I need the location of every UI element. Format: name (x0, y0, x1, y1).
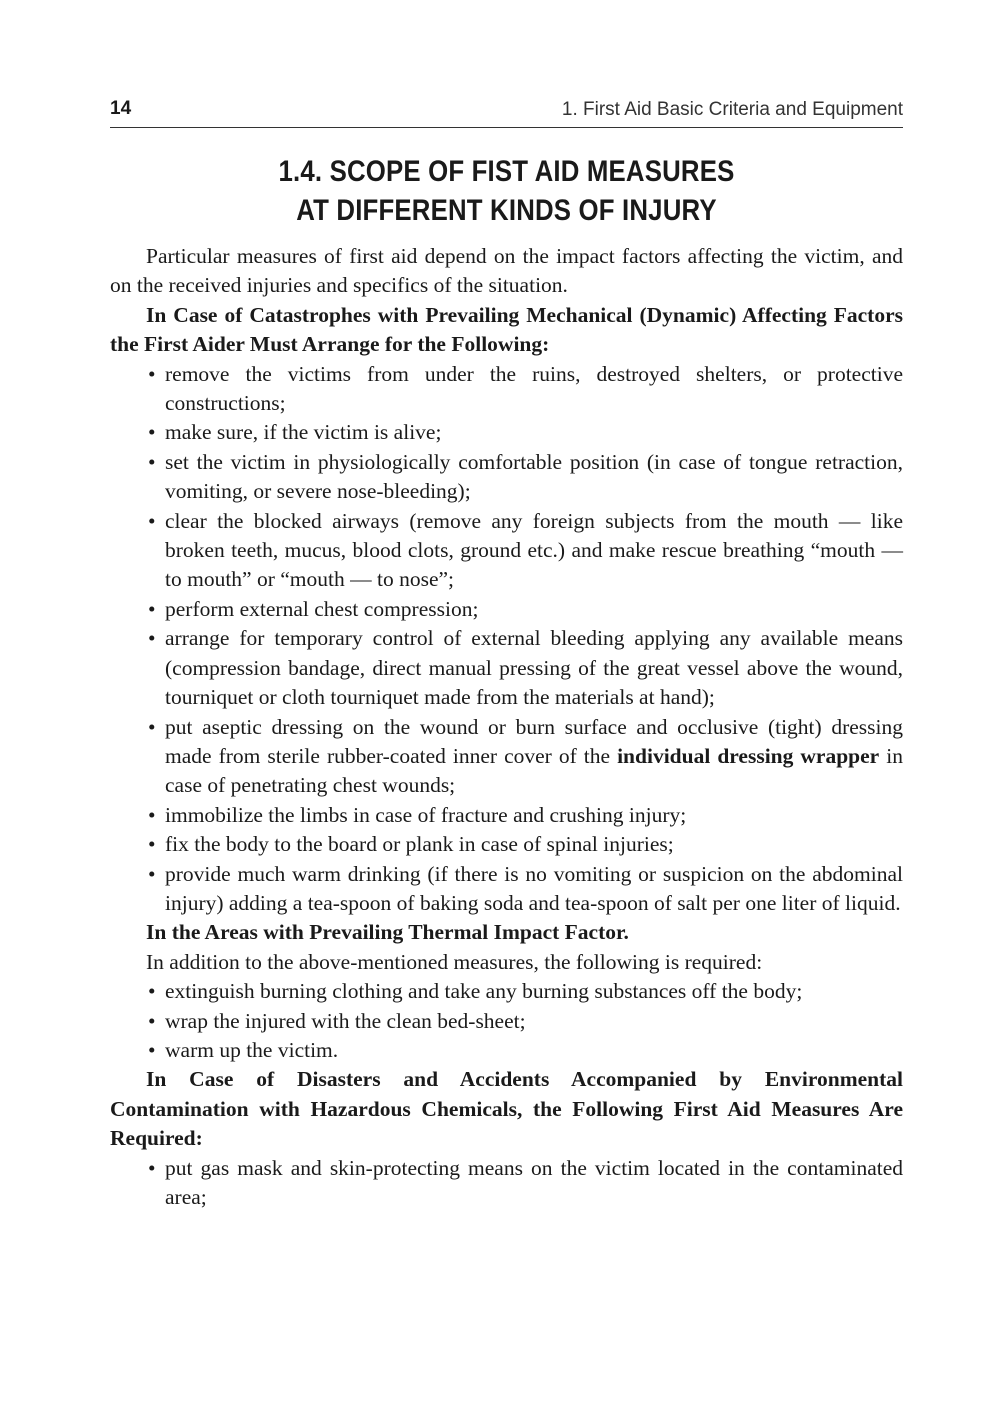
list-item-text: in case of penetrating chest wounds; (165, 743, 903, 798)
list-item-text: warm up the victim. (165, 1037, 339, 1062)
list-item-text: set the victim in physiologically comfortable position (in case of tongue retraction, vomiting, or severe nose-bleeding); (165, 449, 903, 504)
list-item: • perform external chest compression; (148, 596, 479, 621)
list-item-text: put gas mask and skin-protecting means on the victim located in the contaminated area; (165, 1155, 903, 1209)
list-item: • wrap the injured with the clean bed-sheet; (148, 1008, 526, 1033)
list-item: • put aseptic dressing on the wound or burn surface and occlusive (tight) dressing made from sterile rubber-coated inner cover of the individual dressing wrapper in case of penetrating chest wounds; (148, 714, 903, 798)
section-title (166, 152, 848, 230)
page-header (110, 95, 903, 128)
list-item: • warm up the victim. (148, 1037, 339, 1062)
section-heading-thermal: In the Areas with Prevailing Thermal Impact Factor. (146, 920, 629, 945)
section-heading-mechanical: In Case of Catastrophes with Prevailing Mechanical (Dynamic) Affecting Factors the First Aider Must Arrange for the Following: (110, 302, 903, 357)
list-item-text: perform external chest compression; (165, 596, 479, 621)
list-item-text: make sure, if the victim is alive; (165, 420, 442, 445)
intro-paragraph: Particular measures of first aid depend on the impact factors affecting the victim, and on the received injuries and specifics of the situation. (110, 244, 903, 298)
list-item: • put gas mask and skin-protecting means on the victim located in the contaminated area; (148, 1155, 903, 1209)
list-item-text: extinguish burning clothing and take any burning substances off the body; (165, 979, 803, 1004)
list-item-emphasis: individual dressing wrapper (617, 743, 880, 768)
section-title-line-1: 1.4. SCOPE OF FIST AID MEASURES (278, 155, 735, 188)
page-number: 14 (110, 98, 132, 119)
list-item: • provide much warm drinking (if there is no vomiting or suspicion on the abdominal injury) adding a tea-spoon of baking soda and tea-spoon of salt per one liter of liquid. (148, 861, 903, 915)
list-item-text: wrap the injured with the clean bed-sheet; (165, 1008, 526, 1033)
list-item-text: remove the victims from under the ruins, destroyed shelters, or protective constructions; (165, 361, 903, 416)
list-item-text: clear the blocked airways (remove any foreign subjects from the mouth — like broken teeth, mucus, blood clots, ground etc.) and make rescue breathing “mouth — to mouth” or “mouth — to nose”; (165, 508, 903, 592)
section-intro-thermal: In addition to the above-mentioned measures, the following is required: (146, 949, 763, 974)
running-head: 1. First Aid Basic Criteria and Equipment (561, 99, 903, 120)
list-item-text: provide much warm drinking (if there is no vomiting or suspicion on the abdominal injury) adding a tea-spoon of baking soda and tea-spoon of salt per one liter of liquid. (165, 861, 903, 915)
list-item: • make sure, if the victim is alive; (148, 420, 442, 445)
list-item-text: put aseptic dressing on the wound or burn surface and occlusive (tight) dressing made from sterile rubber-coated inner cover of the (165, 714, 903, 768)
list-item-text: arrange for temporary control of external bleeding applying any available means (compression bandage, direct manual pressing of the great vessel above the wound, tourniquet or cloth tourniquet made from the materials at hand); (165, 626, 903, 710)
list-item-text: fix the body to the board or plank in case of spinal injuries; (165, 832, 674, 857)
list-item: • fix the body to the board or plank in case of spinal injuries; (148, 832, 674, 857)
section-heading-chemical: In Case of Disasters and Accidents Accompanied by Environmental Contamination with Hazardous Chemicals, the Following First Aid Measures Are Required: (110, 1067, 903, 1151)
body-text (110, 242, 903, 1212)
section-title-line-2: AT DIFFERENT KINDS OF INJURY (296, 194, 717, 227)
list-item-text: immobilize the limbs in case of fracture and crushing injury; (165, 802, 687, 827)
list-item: • extinguish burning clothing and take any burning substances off the body; (148, 979, 803, 1004)
list-item: • clear the blocked airways (remove any foreign subjects from the mouth — like broken teeth, mucus, blood clots, ground etc.) and make rescue breathing “mouth — to mouth” or “mouth — to nose”; (148, 508, 903, 592)
list-item: • remove the victims from under the ruins, destroyed shelters, or protective constructions; (148, 361, 903, 416)
list-item: • arrange for temporary control of external bleeding applying any available means (compression bandage, direct manual pressing of the great vessel above the wound, tourniquet or cloth tourniquet made from the materials at hand); (148, 626, 903, 710)
list-item: • immobilize the limbs in case of fracture and crushing injury; (148, 802, 687, 827)
list-item: • set the victim in physiologically comfortable position (in case of tongue retraction, vomiting, or severe nose-bleeding); (148, 449, 903, 504)
